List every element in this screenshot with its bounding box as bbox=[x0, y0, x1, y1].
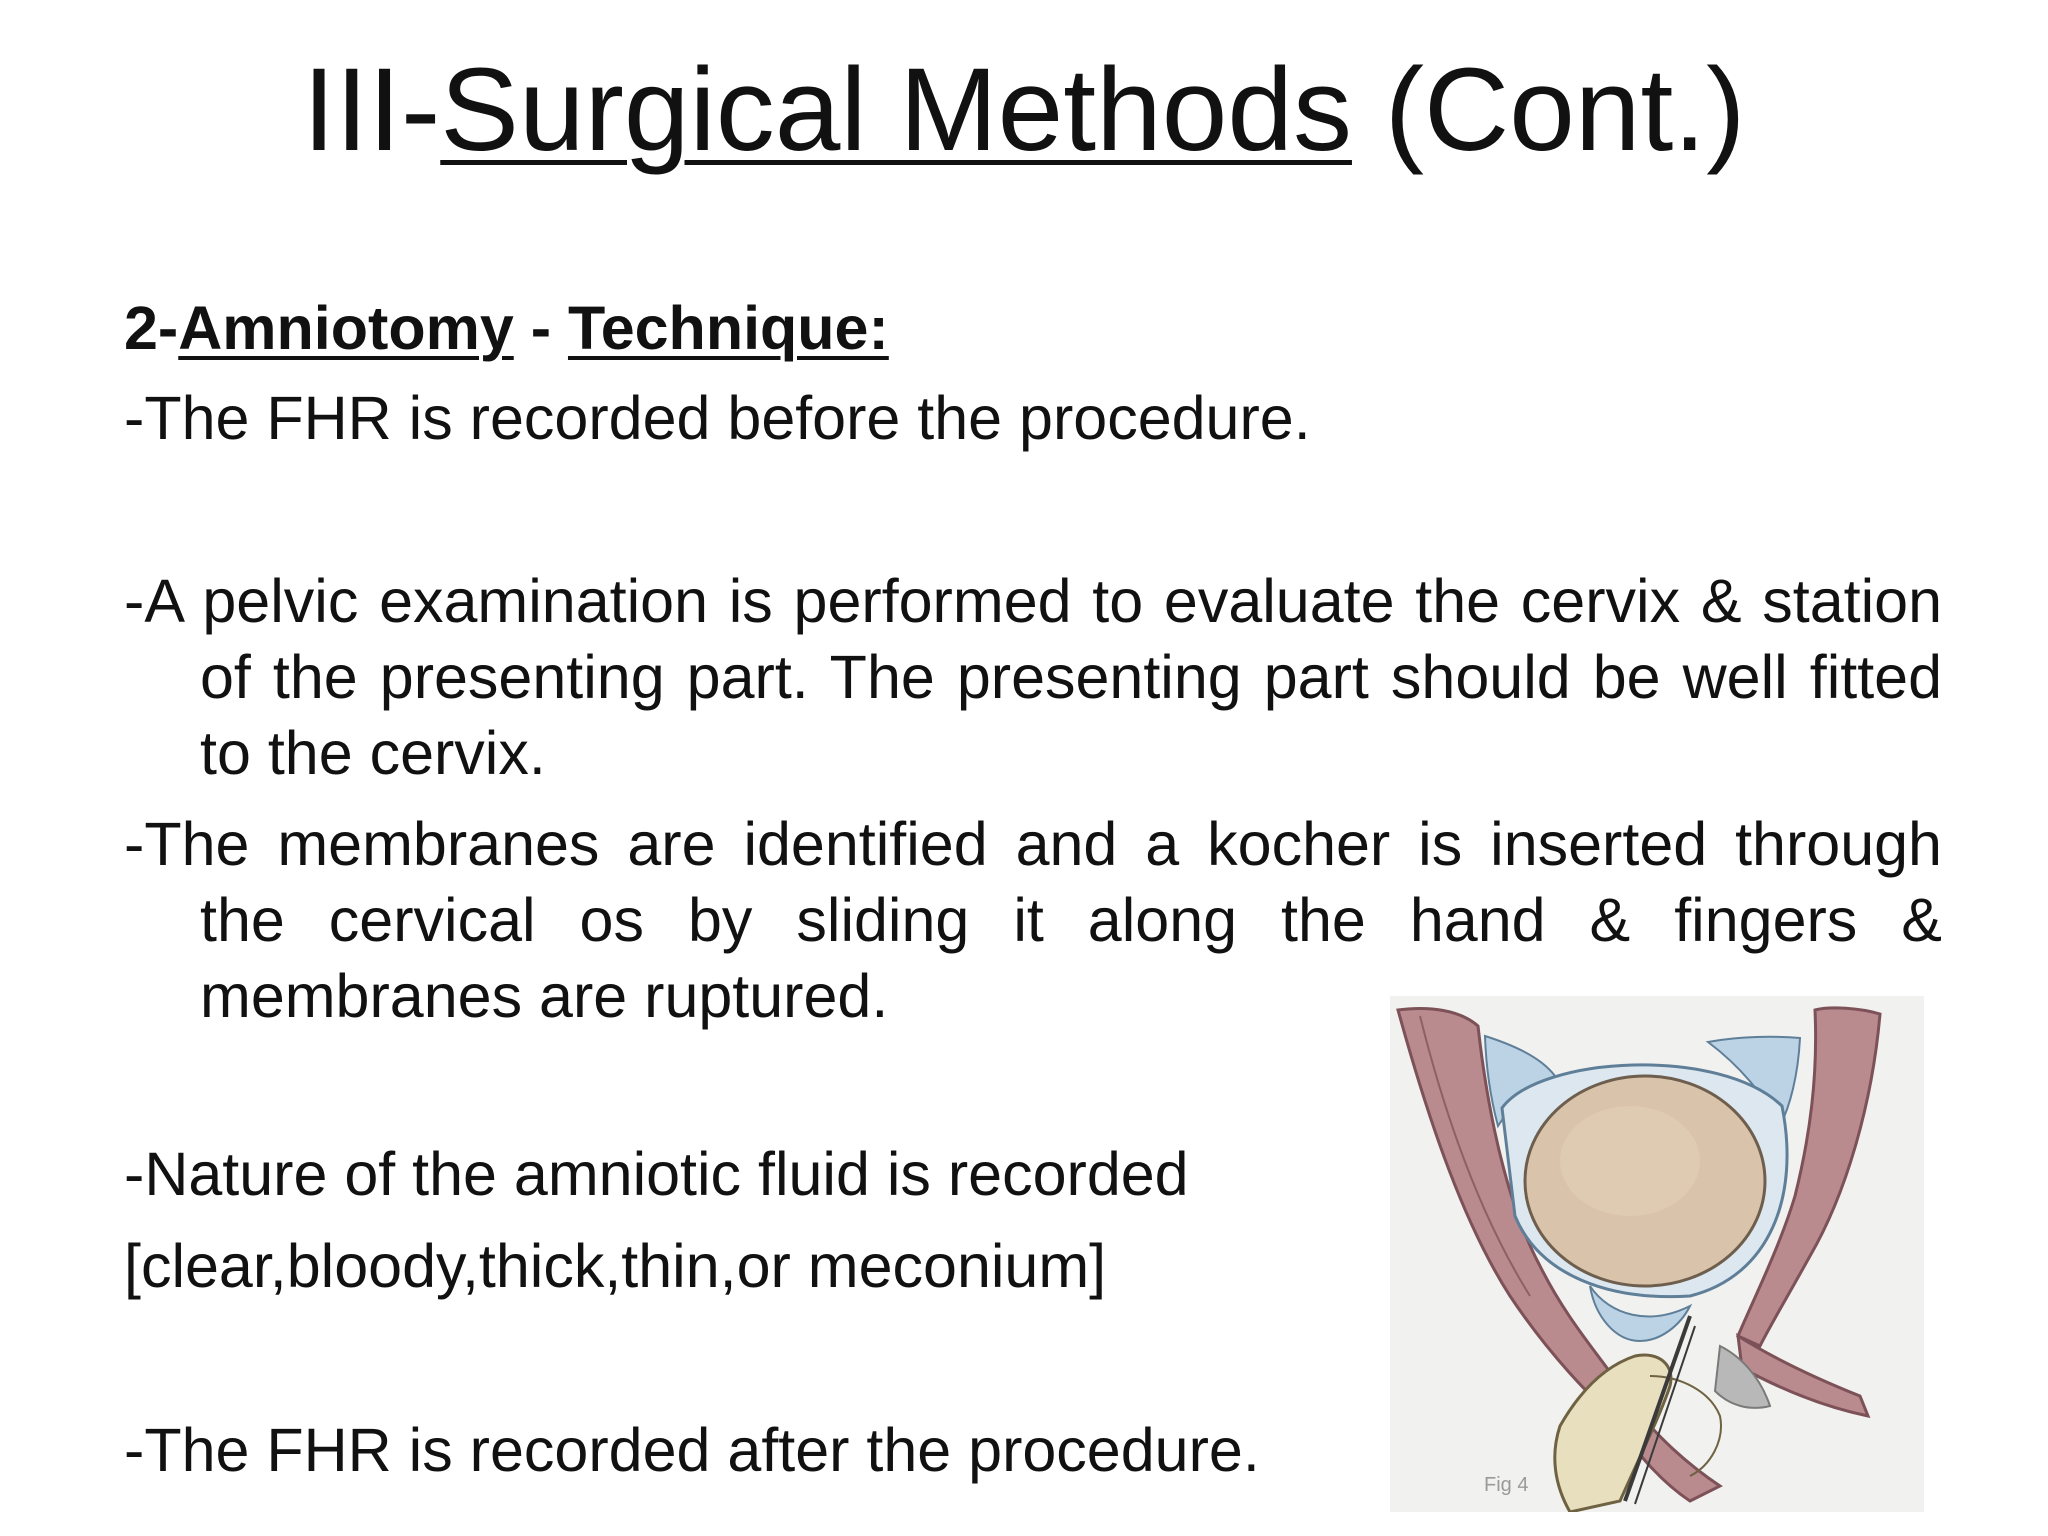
subheading-separator: - bbox=[513, 294, 568, 362]
subheading-label: Technique: bbox=[567, 294, 889, 362]
title-underlined: Surgical Methods bbox=[440, 44, 1352, 176]
figure-caption: Fig 4 bbox=[1484, 1474, 1529, 1496]
paragraph-membranes: -The membranes are identified and a kocher is inserted through the cervical os by sliding it along the hand & fingers & membranes are ruptured. bbox=[124, 810, 1942, 1030]
title-prefix: III- bbox=[302, 44, 441, 176]
paragraph-fhr-before: -The FHR is recorded before the procedure. bbox=[124, 384, 1311, 452]
fetal-head-highlight bbox=[1560, 1106, 1700, 1216]
paragraph-fluid-types: [clear,bloody,thick,thin,or meconium] bbox=[124, 1232, 1107, 1300]
subheading-topic: Amniotomy bbox=[178, 294, 514, 362]
title-suffix: (Cont.) bbox=[1351, 44, 1746, 176]
paragraph-fhr-after: -The FHR is recorded after the procedure. bbox=[124, 1416, 1260, 1484]
slide-title bbox=[0, 40, 2048, 180]
amniotomy-drawing bbox=[1390, 996, 1924, 1512]
amniotomy-illustration bbox=[1390, 996, 1924, 1512]
section-subheading bbox=[124, 290, 889, 366]
paragraph-amniotic-fluid-nature: -Nature of the amniotic fluid is recorded bbox=[124, 1140, 1189, 1208]
paragraph-pelvic-exam: -A pelvic examination is performed to evaluate the cervix & station of the presenting part. The presenting part should be well fitted to the cervix. bbox=[124, 567, 1942, 787]
subheading-number: 2- bbox=[124, 294, 179, 362]
